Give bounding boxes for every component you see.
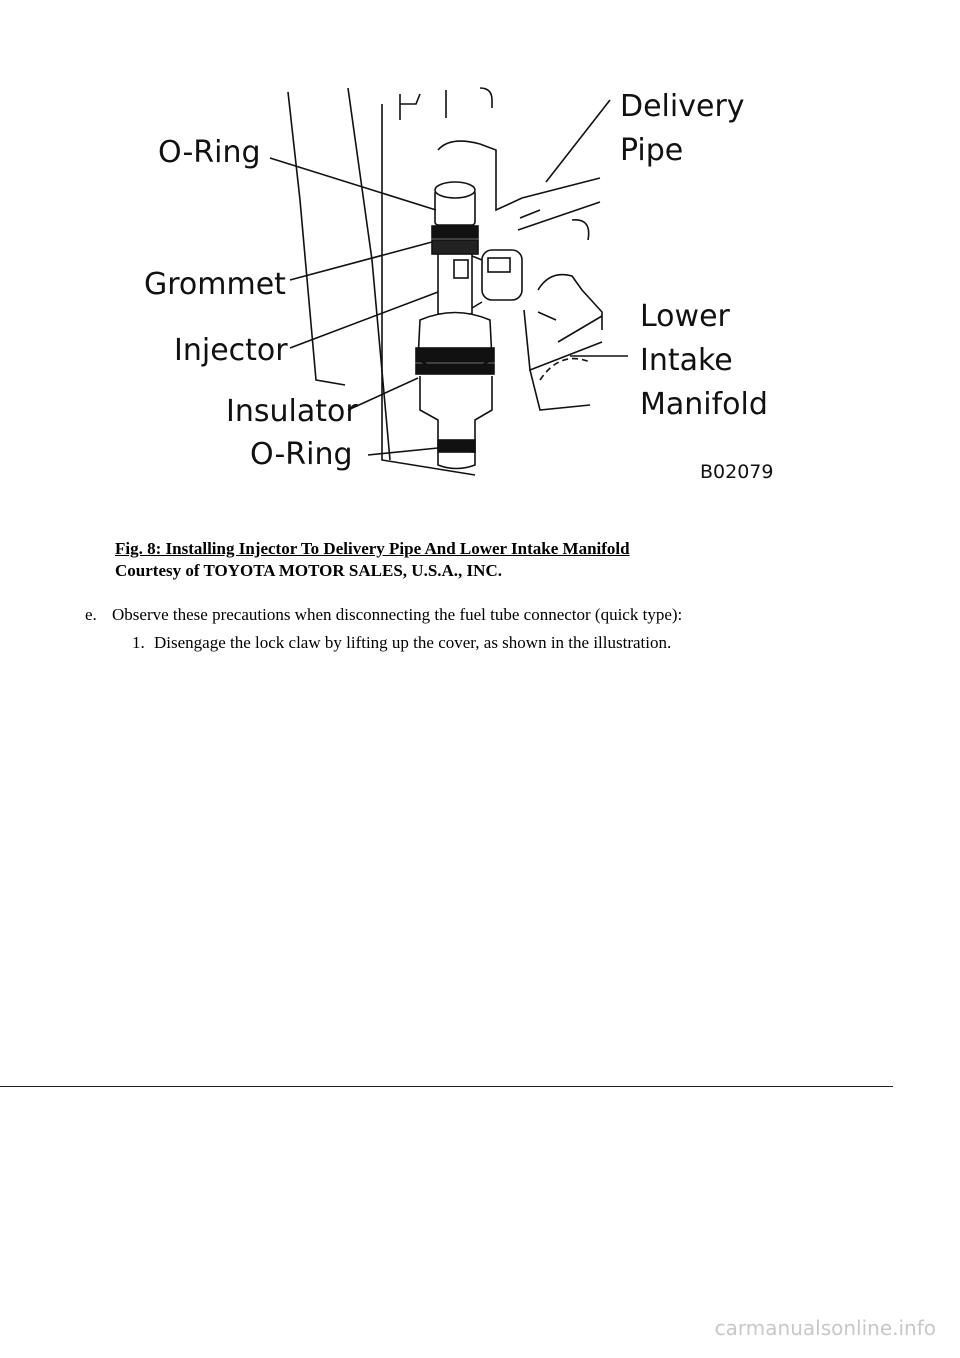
step-e-marker: e. bbox=[85, 605, 97, 624]
label-o-ring-top: O-Ring bbox=[158, 135, 261, 170]
label-o-ring-bottom: O-Ring bbox=[250, 437, 353, 472]
injector-diagram bbox=[120, 80, 800, 490]
label-delivery: Delivery bbox=[620, 89, 745, 124]
step-1-marker: 1. bbox=[132, 633, 145, 652]
step-1 bbox=[132, 633, 671, 653]
figure-code: B02079 bbox=[700, 461, 774, 483]
label-grommet: Grommet bbox=[144, 267, 286, 302]
injector-installation-figure bbox=[120, 80, 800, 490]
label-pipe: Pipe bbox=[620, 133, 684, 168]
label-injector: Injector bbox=[174, 333, 288, 368]
figure-title: Fig. 8: Installing Injector To Delivery Pipe And Lower Intake Manifold bbox=[115, 539, 630, 558]
step-e bbox=[85, 605, 682, 625]
label-manifold: Manifold bbox=[640, 387, 768, 422]
label-intake: Intake bbox=[640, 343, 733, 378]
figure-credit: Courtesy of TOYOTA MOTOR SALES, U.S.A., INC. bbox=[115, 561, 502, 580]
label-insulator: Insulator bbox=[226, 394, 358, 429]
label-lower: Lower bbox=[640, 299, 730, 334]
step-1-text: Disengage the lock claw by lifting up the cover, as shown in the illustration. bbox=[154, 633, 672, 652]
page-divider bbox=[0, 1086, 893, 1087]
watermark: carmanualsonline.info bbox=[714, 1316, 936, 1340]
figure-caption bbox=[115, 538, 630, 582]
step-e-text: Observe these precautions when disconnecting the fuel tube connector (quick type): bbox=[112, 605, 683, 624]
